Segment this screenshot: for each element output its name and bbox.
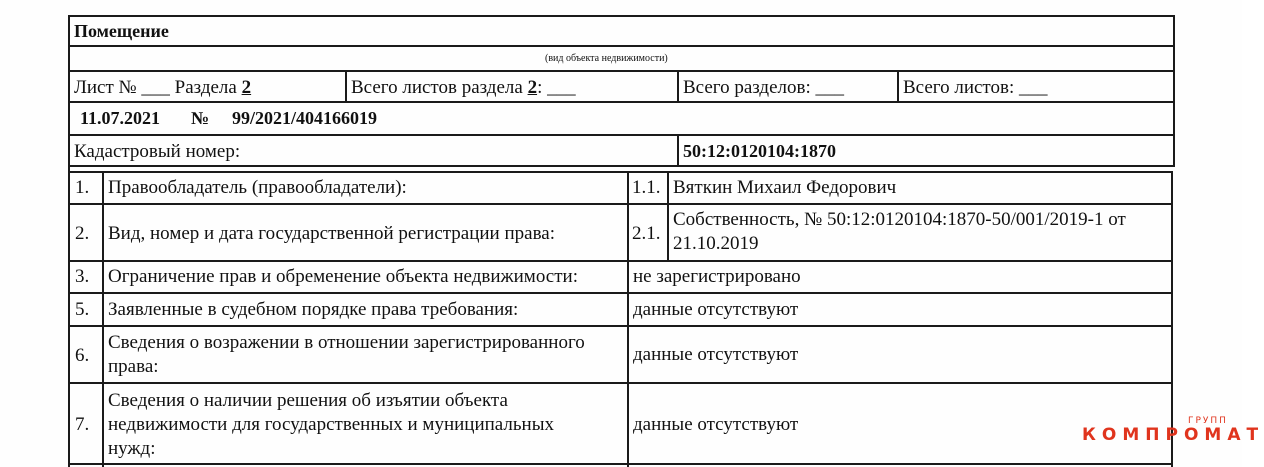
border bbox=[677, 70, 679, 101]
row-label: недвижимости для государственных и муниципальных bbox=[108, 414, 554, 435]
row-label: нужд: bbox=[108, 438, 156, 459]
border bbox=[68, 15, 70, 467]
border bbox=[68, 203, 1173, 205]
row-label: Ограничение прав и обременение объекта недвижимости: bbox=[108, 266, 578, 287]
row-subnumber: 1.1. bbox=[632, 177, 661, 198]
object-type-title: Помещение bbox=[74, 21, 169, 41]
border bbox=[68, 101, 1175, 103]
watermark-subtitle: ГРУПП bbox=[1188, 416, 1228, 426]
border bbox=[68, 171, 1173, 173]
border bbox=[68, 463, 1173, 465]
row-number: 5. bbox=[75, 299, 90, 320]
row-value: данные отсутствуют bbox=[633, 299, 799, 320]
row-number: 6. bbox=[75, 345, 90, 366]
row-number: 2. bbox=[75, 223, 90, 244]
border bbox=[1173, 15, 1175, 165]
border bbox=[68, 134, 1175, 136]
border bbox=[897, 70, 899, 101]
sheet-text: Лист № ___ Раздела bbox=[74, 77, 237, 98]
row-label: Правообладатель (правообладатели): bbox=[108, 177, 407, 198]
row-subnumber: 2.1. bbox=[632, 223, 661, 244]
border bbox=[677, 134, 679, 165]
cadastral-number: 50:12:0120104:1870 bbox=[683, 141, 836, 161]
row-number: 1. bbox=[75, 177, 90, 198]
border bbox=[102, 171, 104, 467]
row-value: Собственность, № 50:12:0120104:1870-50/001/2019-1 от bbox=[673, 209, 1126, 230]
row-value: данные отсутствуют bbox=[633, 344, 799, 365]
watermark-logo: КОМПРОМАТ bbox=[1082, 425, 1264, 445]
row-value: Вяткин Михаил Федорович bbox=[673, 177, 897, 198]
border bbox=[1171, 171, 1173, 467]
section-number: 2 bbox=[241, 77, 252, 98]
number-sign: № bbox=[191, 108, 210, 128]
total-sheets-tail: : ___ bbox=[537, 77, 576, 98]
row-label: права: bbox=[108, 356, 159, 377]
total-sheets-section bbox=[351, 76, 576, 99]
border bbox=[345, 70, 347, 101]
total-sheets-number: 2 bbox=[527, 77, 538, 98]
sheet-label bbox=[74, 76, 251, 99]
row-number: 3. bbox=[75, 266, 90, 287]
object-type-caption: (вид объекта недвижимости) bbox=[545, 53, 668, 64]
border bbox=[68, 292, 1173, 294]
row-label: Вид, номер и дата государственной регистрации права: bbox=[108, 223, 556, 244]
cadastral-label: Кадастровый номер: bbox=[74, 141, 241, 162]
total-sheets-label: Всего листов раздела bbox=[351, 77, 523, 98]
border bbox=[667, 171, 669, 260]
registration-number: 99/2021/404166019 bbox=[232, 108, 378, 128]
extract-date: 11.07.2021 bbox=[80, 108, 161, 128]
border bbox=[68, 45, 1175, 47]
total-pages: Всего листов: ___ bbox=[903, 77, 1048, 98]
border bbox=[68, 260, 1173, 262]
row-value: 21.10.2019 bbox=[673, 233, 759, 254]
row-label: Сведения о наличии решения об изъятии объекта bbox=[108, 390, 508, 411]
border bbox=[68, 70, 1175, 72]
row-number: 7. bbox=[75, 414, 90, 435]
border bbox=[68, 382, 1173, 384]
border bbox=[68, 165, 1175, 167]
total-sections: Всего разделов: ___ bbox=[683, 77, 845, 98]
row-value: данные отсутствуют bbox=[633, 414, 799, 435]
row-label: Заявленные в судебном порядке права требования: bbox=[108, 299, 519, 320]
border bbox=[68, 325, 1173, 327]
row-value: не зарегистрировано bbox=[633, 266, 801, 287]
border bbox=[627, 171, 629, 467]
border bbox=[68, 15, 1175, 17]
row-label: Сведения о возражении в отношении зарегистрированного bbox=[108, 332, 585, 353]
